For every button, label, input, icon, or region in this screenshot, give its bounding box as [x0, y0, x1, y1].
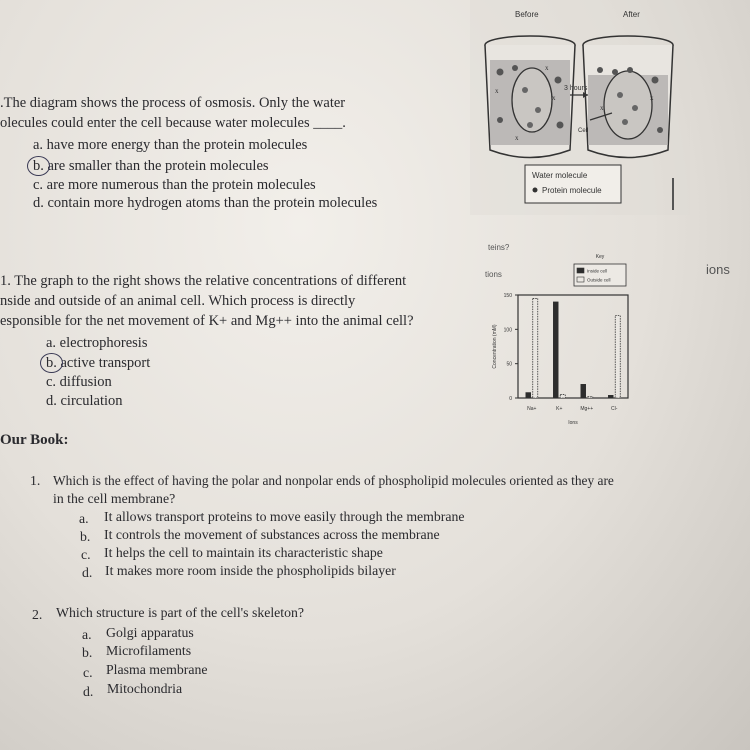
x-tick-label: K+ — [556, 406, 563, 412]
book-q1-choice-c[interactable]: It helps the cell to maintain its characteristic shape — [104, 545, 383, 560]
svg-text:x: x — [552, 94, 556, 102]
q10-choice-a[interactable]: a. have more energy than the protein molecules — [33, 137, 308, 153]
bar-K+-outside-cell — [560, 395, 565, 398]
book-heading: Our Book: — [0, 432, 69, 448]
q10-choice-d[interactable]: d. contain more hydrogen atoms than the protein molecules — [33, 195, 378, 211]
book-q1-choice-b[interactable]: It controls the movement of substances across the membrane — [104, 527, 440, 542]
q10-choice-b[interactable]: b. are smaller than the protein molecules — [33, 158, 269, 174]
q10-stem-line2: olecules could enter the cell because water molecules ____. — [0, 115, 346, 131]
osmosis-diagram — [470, 0, 690, 215]
before-beaker — [485, 36, 575, 158]
book-q2-choice-a[interactable]: Golgi apparatus — [106, 625, 194, 640]
book-q1-line2: in the cell membrane? — [53, 491, 176, 506]
ion-concentration-chart — [478, 250, 638, 428]
legend-swatch — [577, 268, 584, 273]
after-label: After — [623, 10, 640, 19]
book-q1-line1: Which is the effect of having the polar and nonpolar ends of phospholipid molecules oriented as they are — [53, 473, 614, 488]
x-tick-label: Mg++ — [580, 406, 594, 412]
y-tick-label: 0 — [509, 396, 512, 402]
y-tick-label: 150 — [503, 293, 512, 299]
book-q1-choice-d[interactable]: It makes more room inside the phospholipids bilayer — [105, 563, 396, 578]
before-label: Before — [515, 10, 539, 19]
q11-answer-circle — [40, 353, 63, 373]
bar-Mg++-outside-cell — [588, 397, 593, 398]
bar-Na+-inside-cell — [526, 393, 531, 398]
bar-Na+-outside-cell — [533, 298, 538, 398]
book-q2-choice-b[interactable]: Microfilaments — [106, 643, 192, 658]
y-tick-label: 100 — [503, 327, 512, 334]
svg-text:x: x — [495, 87, 499, 95]
q11-choice-a[interactable]: a. electrophoresis — [46, 335, 148, 351]
bar-Cl--outside-cell — [615, 316, 620, 398]
book-q1-choice-c-letter: c. — [81, 547, 91, 562]
svg-text:x: x — [515, 134, 519, 142]
y-axis-label: Concentration (mM) — [492, 324, 498, 369]
q11-stem-line3: esponsible for the net movement of K+ and Mg++ into the animal cell? — [0, 313, 414, 329]
key-water-label: Water molecule — [532, 171, 588, 180]
book-q1-choice-d-letter: d. — [82, 565, 93, 580]
book-q2-line1: Which structure is part of the cell's skeleton? — [56, 605, 305, 620]
x-tick-label: Na+ — [527, 406, 537, 412]
book-q2-choice-c[interactable]: Plasma membrane — [106, 662, 208, 677]
book-q1-choice-a[interactable]: It allows transport proteins to move easily through the membrane — [104, 509, 465, 524]
q11-stem-line2: nside and outside of an animal cell. Which process is directly — [0, 293, 356, 309]
vertical-mark — [672, 178, 674, 210]
q10-answer-circle — [27, 156, 50, 176]
bar-Cl--inside-cell — [608, 395, 613, 398]
x-axis-label: Ions — [568, 420, 578, 426]
q11-choice-c[interactable]: c. diffusion — [46, 374, 112, 390]
after-beaker — [583, 36, 673, 158]
book-q1-number: 1. — [30, 473, 41, 488]
svg-text:x: x — [545, 64, 549, 72]
book-q1-choice-a-letter: a. — [79, 511, 89, 526]
key-protein-label: Protein molecule — [542, 186, 602, 195]
q10-stem-line1: .The diagram shows the process of osmosis. Only the water — [0, 95, 346, 111]
q11-choice-d[interactable]: d. circulation — [46, 393, 123, 409]
legend-swatch — [577, 277, 584, 282]
bar-K+-inside-cell — [553, 302, 558, 398]
book-q2-choice-a-letter: a. — [82, 627, 92, 642]
fragment-ions: ions — [706, 262, 730, 277]
svg-text:x: x — [600, 104, 604, 112]
y-tick-label: 50 — [506, 361, 512, 368]
svg-text:x: x — [650, 94, 654, 102]
bar-Mg++-inside-cell — [581, 384, 586, 398]
legend-title: Key — [595, 254, 605, 260]
book-q2-choice-d[interactable]: Mitochondria — [107, 681, 183, 696]
legend-label: Inside cell — [587, 268, 608, 274]
cell-label: Cell — [578, 128, 589, 134]
x-tick-label: Cl- — [611, 406, 618, 412]
arrow-label: 3 hours — [564, 85, 588, 92]
fragment-proteins: teins? — [488, 243, 510, 252]
q10-choice-c[interactable]: c. are more numerous than the protein molecules — [33, 177, 316, 193]
legend-label: Outside cell — [587, 277, 611, 283]
book-q1-choice-b-letter: b. — [80, 529, 91, 544]
book-q2-choice-c-letter: c. — [83, 665, 93, 680]
q11-stem-line1: 1. The graph to the right shows the relative concentrations of different — [0, 273, 407, 289]
book-q2-choice-d-letter: d. — [83, 684, 94, 699]
book-q2-number: 2. — [32, 607, 43, 622]
legend-box — [574, 264, 626, 286]
q11-choice-b[interactable]: b. active transport — [46, 355, 151, 371]
fragment-tions: tions — [485, 270, 502, 279]
book-q2-choice-b-letter: b. — [82, 645, 93, 660]
